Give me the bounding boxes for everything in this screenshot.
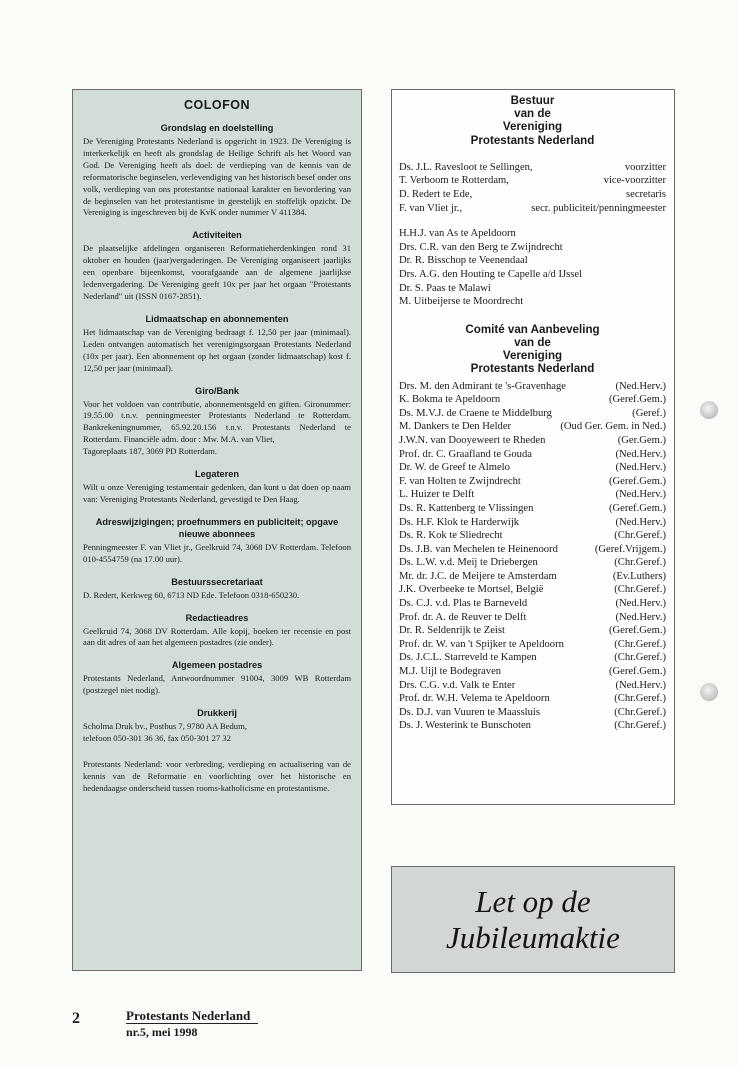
section-heading: Redactieadres [185,612,249,623]
section-text: Scholma Druk bv., Postbus 7, 9780 AA Bedum, [83,721,247,732]
comite-member-name: Prof. dr. W. van 't Spijker te Apeldoorn [399,638,564,650]
comite-member-name: M.J. Uijl te Bodegraven [399,666,502,678]
jubilee-line-2: Jubileumaktie [446,919,620,955]
comite-member-church: (Oud Ger. Gem. in Ned.) [560,421,666,433]
bestuur-title-line: Bestuur [510,94,555,107]
comite-title-line: Protestants Nederland [470,362,595,376]
comite-member-name: Ds. R. Kattenberg te Vlissingen [399,502,534,514]
comite-member-church: (Chr.Geref.) [614,557,666,569]
bestuur-officers [399,161,666,215]
punch-hole [700,401,718,419]
comite-member-name: Ds. H.F. Klok te Harderwijk [399,516,520,528]
punch-hole [700,683,718,701]
comite-member-name: Drs. M. den Admirant te 's-Gravenhage [399,380,566,392]
officer-role: voorzitter [624,161,666,173]
comite-member-name: Prof. dr. C. Graafland te Gouda [399,448,532,460]
comite-member-church: (Chr.Geref.) [614,706,666,718]
comite-member-church: (Chr.Geref.) [614,584,666,596]
colofon-sections [83,122,351,745]
officer-role: vice-voorzitter [603,175,666,187]
board-member: Dr. S. Paas te Malawi [399,282,491,294]
comite-title-line: Vereniging [502,349,563,363]
colofon-section [83,229,351,303]
comite-member-name: Prof. dr. W.H. Velema te Apeldoorn [399,693,550,705]
officer-role: secr. publiciteit/penningmeester [531,202,666,214]
section-heading: Algemeen postadres [171,660,263,671]
comite-member-church: (Ger.Gem.) [617,434,666,446]
comite-members [399,380,666,733]
comite-member-church: (Chr.Geref.) [614,652,666,664]
comite-member-church: (Geref.Gem.) [608,666,666,678]
colofon-section [83,516,351,566]
officer-name: Ds. J.L. Ravesloot te Sellingen, [399,161,533,173]
comite-member-row [399,692,666,706]
section-heading: Drukkerij [197,708,237,719]
colofon-box [72,89,362,971]
bestuur-title-line: Protestants Nederland [470,133,595,147]
colofon-section [83,576,351,602]
comite-member-name: Ds. R. Kok te Sliedrecht [399,530,503,542]
officer-row [399,202,666,216]
colofon-section [83,313,351,375]
section-text: Het lidmaatschap van de Vereniging bedraagt f. 12,50 per jaar (minimaal). Leden ontvangen automatisch het verenigingsorgaan Protestants Nederland (10x per jaar). Een abonnement op het orgaan (zonder lidmaatschap) kost f. 12,50 per jaar (minimaal). [83,326,351,373]
section-text: Protestants Nederland, Antwoordnummer 91004, 3009 WB Rotterdam (postzegel niet nodig). [83,673,351,696]
comite-title-line: Comité van Aanbeveling [465,322,600,336]
comite-member-name: J.W.N. van Dooyeweert te Rheden [399,434,546,446]
comite-member-church: (Geref.Gem.) [608,502,666,514]
comite-member-name: F. van Holten te Zwijndrecht [399,475,521,487]
comite-member-church: (Ned.Herv.) [615,489,666,501]
board-member: Drs. C.R. van den Berg te Zwijndrecht [399,241,563,253]
comite-member-church: (Chr.Geref.) [614,638,666,650]
comite-member-row [399,502,666,516]
section-text: Tagoreplaats 187, 3069 PD Rotterdam. [83,446,218,457]
comite-member-row [399,651,666,665]
officer-row [399,174,666,188]
section-heading: Adreswijzigingen; proefnummers en publiciteit; opgave nieuwe abonnees [95,516,339,539]
comite-member-church: (Ned.Herv.) [615,679,666,691]
bestuur-box [391,89,675,805]
board-member: Dr. R. Bisschop te Veenendaal [399,255,528,267]
comite-member-name: Ds. M.V.J. de Craene te Middelburg [399,407,552,419]
comite-member-name: Ds. J.B. van Mechelen te Heinenoord [399,543,558,555]
comite-member-church: (Ned.Herv.) [615,598,666,610]
board-member: M. Uitbeijerse te Moordrecht [399,296,524,308]
comite-member-name: Prof. dr. A. de Reuver te Delft [399,611,527,623]
comite-member-name: K. Bokma te Apeldoorn [399,394,501,406]
officer-name: T. Verboom te Rotterdam, [399,175,509,187]
comite-member-name: Dr. W. de Greef te Almelo [399,462,510,474]
comite-member-name: Ds. J.C.L. Starreveld te Kampen [399,652,537,664]
comite-member-name: Drs. C.G. v.d. Valk te Enter [399,679,516,691]
comite-member-row [399,380,666,394]
comite-title-line: van de [514,335,551,349]
colofon-footer-text: Protestants Nederland: voor verbreding, verdieping en actualisering van de kennis van de Reformatie en voorlichting over het historische en hedendaagse onderscheid tussen rooms-katholicisme en protestantisme. [83,759,351,793]
comite-member-row [399,638,666,652]
publication-name: Protestants Nederland [126,1008,258,1024]
comite-title [399,323,666,376]
comite-member-name: Ds. J. Westerink te Bunschoten [399,720,531,732]
issue-info: nr.5, mei 1998 [126,1025,198,1039]
page-footer [126,1008,258,1040]
comite-member-name: Mr. dr. J.C. de Meijere te Amsterdam [399,570,557,582]
colofon-section [83,659,351,697]
comite-member-row [399,583,666,597]
comite-member-row [399,611,666,625]
comite-member-row [399,570,666,584]
comite-member-church: (Ned.Herv.) [615,462,666,474]
comite-member-church: (Geref.Gem.) [608,625,666,637]
section-text: Wilt u onze Vereniging testamentair gedenken, dan kunt u dat doen op naam van: Vereniging Protestants Nederland, gevestigd te Den Haag. [83,482,351,504]
comite-member-church: (Chr.Geref.) [614,693,666,705]
section-text: telefoon 050-301 36 36, fax 050-301 27 32 [83,733,231,744]
section-text: Penningmeester F. van Vliet jr., Geelkruid 74, 3068 DV Rotterdam. Telefoon 010-4554759 (na 17.00 uur). [83,541,351,564]
comite-member-row [399,407,666,421]
comite-member-row [399,488,666,502]
comite-member-row [399,529,666,543]
comite-member-name: Ds. L.W. v.d. Meij te Driebergen [399,557,538,569]
jubilee-box [391,866,675,973]
section-text: D. Redert, Kerkweg 60, 6713 ND Ede. Telefoon 0318-650230. [83,589,300,600]
page-number: 2 [72,1010,80,1027]
comite-member-church: (Ned.Herv.) [615,516,666,528]
comite-member-row [399,475,666,489]
officer-role: secretaris [626,189,666,200]
comite-member-row [399,448,666,462]
comite-member-row [399,679,666,693]
comite-member-church: (Geref.Gem.) [608,475,666,487]
officer-name: F. van Vliet jr., [399,202,463,214]
comite-member-church: (Ned.Herv.) [615,448,666,460]
colofon-section [83,612,351,650]
comite-member-church: (Chr.Geref.) [614,530,666,542]
comite-member-row [399,516,666,530]
board-member: H.H.J. van As te Apeldoorn [399,228,516,240]
colofon-section [83,468,351,506]
bestuur-title [399,94,666,147]
section-text: De plaatselijke afdelingen organiseren Reformatieherdenkingen rond 31 oktober en houden (jaar)vergaderingen. De Vereniging organiseert jaarlijks een openbare bijeenkomst, voorafgaande aan de algemene jaarlijkse ledenvergadering. De Vereniging geeft 10x per jaar het orgaan "Protestants Nederland" uit (ISSN 0167-2851). [83,243,351,301]
comite-member-row [399,556,666,570]
comite-member-church: (Ev.Luthers) [612,570,666,582]
officer-row [399,188,666,202]
comite-member-name: Ds. C.J. v.d. Plas te Barneveld [399,598,528,610]
officer-name: D. Redert te Ede, [399,189,473,200]
colofon-title: COLOFON [184,98,250,112]
section-heading: Giro/Bank [195,385,239,396]
board-member: Drs. A.G. den Houting te Capelle a/d IJssel [399,268,583,280]
comite-member-church: (Geref.Gem.) [608,394,666,406]
comite-member-row [399,420,666,434]
comite-member-name: L. Huizer te Delft [399,489,475,501]
bestuur-members [399,227,666,309]
comite-member-name: Ds. D.J. van Vuuren te Maassluis [399,706,540,718]
comite-member-row [399,597,666,611]
section-heading: Activiteiten [192,230,242,241]
section-heading: Bestuurssecretariaat [171,576,263,587]
bestuur-title-line: Vereniging [502,120,563,134]
comite-member-row [399,624,666,638]
comite-member-row [399,543,666,557]
comite-member-name: M. Dankers te Den Helder [399,421,512,433]
colofon-section [83,385,351,459]
comite-member-church: (Ned.Herv.) [615,611,666,623]
section-heading: Lidmaatschap en abonnementen [145,313,289,324]
comite-member-row [399,393,666,407]
section-text: De Vereniging Protestants Nederland is opgericht in 1923. De Vereniging is interkerkelijk en heeft als grondslag de Heilige Schrift als het Woord van God. De Vereniging heeft als doel: de verdieping van de kennis van de reformatorische beginselen, verlevendiging van het historisch besef onder ons volk, verdieping van ons protestantse nationaal karakter en bevordering van de beginselen van het protestantisme in geestelijk en stoffelijk opzicht. De Vereniging is ingeschreven bij de KvK onder nummer V 411384. [83,136,351,218]
officer-row [399,161,666,175]
comite-member-row [399,719,666,733]
comite-member-row [399,461,666,475]
comite-member-row [399,706,666,720]
comite-member-row [399,434,666,448]
section-text: Geelkruid 74, 3068 DV Rotterdam. Alle kopij, boeken ter recensie en post aan dit adres of aan het algemeen postadres (zie onder). [83,625,351,648]
section-heading: Legateren [195,469,239,480]
comite-member-church: (Ned.Herv.) [615,380,666,392]
jubilee-line-1: Let op de [475,883,591,919]
comite-member-church: (Chr.Geref.) [614,720,666,732]
comite-member-church: (Geref.) [632,407,666,419]
comite-member-name: Dr. R. Seldenrijk te Zeist [399,625,505,637]
comite-member-church: (Geref.Vrijgem.) [594,543,666,555]
colofon-section [83,122,351,219]
section-heading: Grondslag en doelstelling [160,123,274,133]
comite-member-name: J.K. Overbeeke te Mortsel, België [399,584,544,596]
section-text: Voor het voldoen van contributie, abonnementsgeld en giften. Gironummer: 19.55.00 t.n.v. penningmeester Protestants Nederland te Rotterdam. Bankrekeningnummer, 65.92.20.156 t.n.v. Protestants Nederland te Rotterdam. Financiële adm. door : Mw. M.A. van Vliet, [83,398,351,445]
bestuur-title-line: van de [514,107,551,121]
comite-member-row [399,665,666,679]
colofon-section [83,707,351,745]
